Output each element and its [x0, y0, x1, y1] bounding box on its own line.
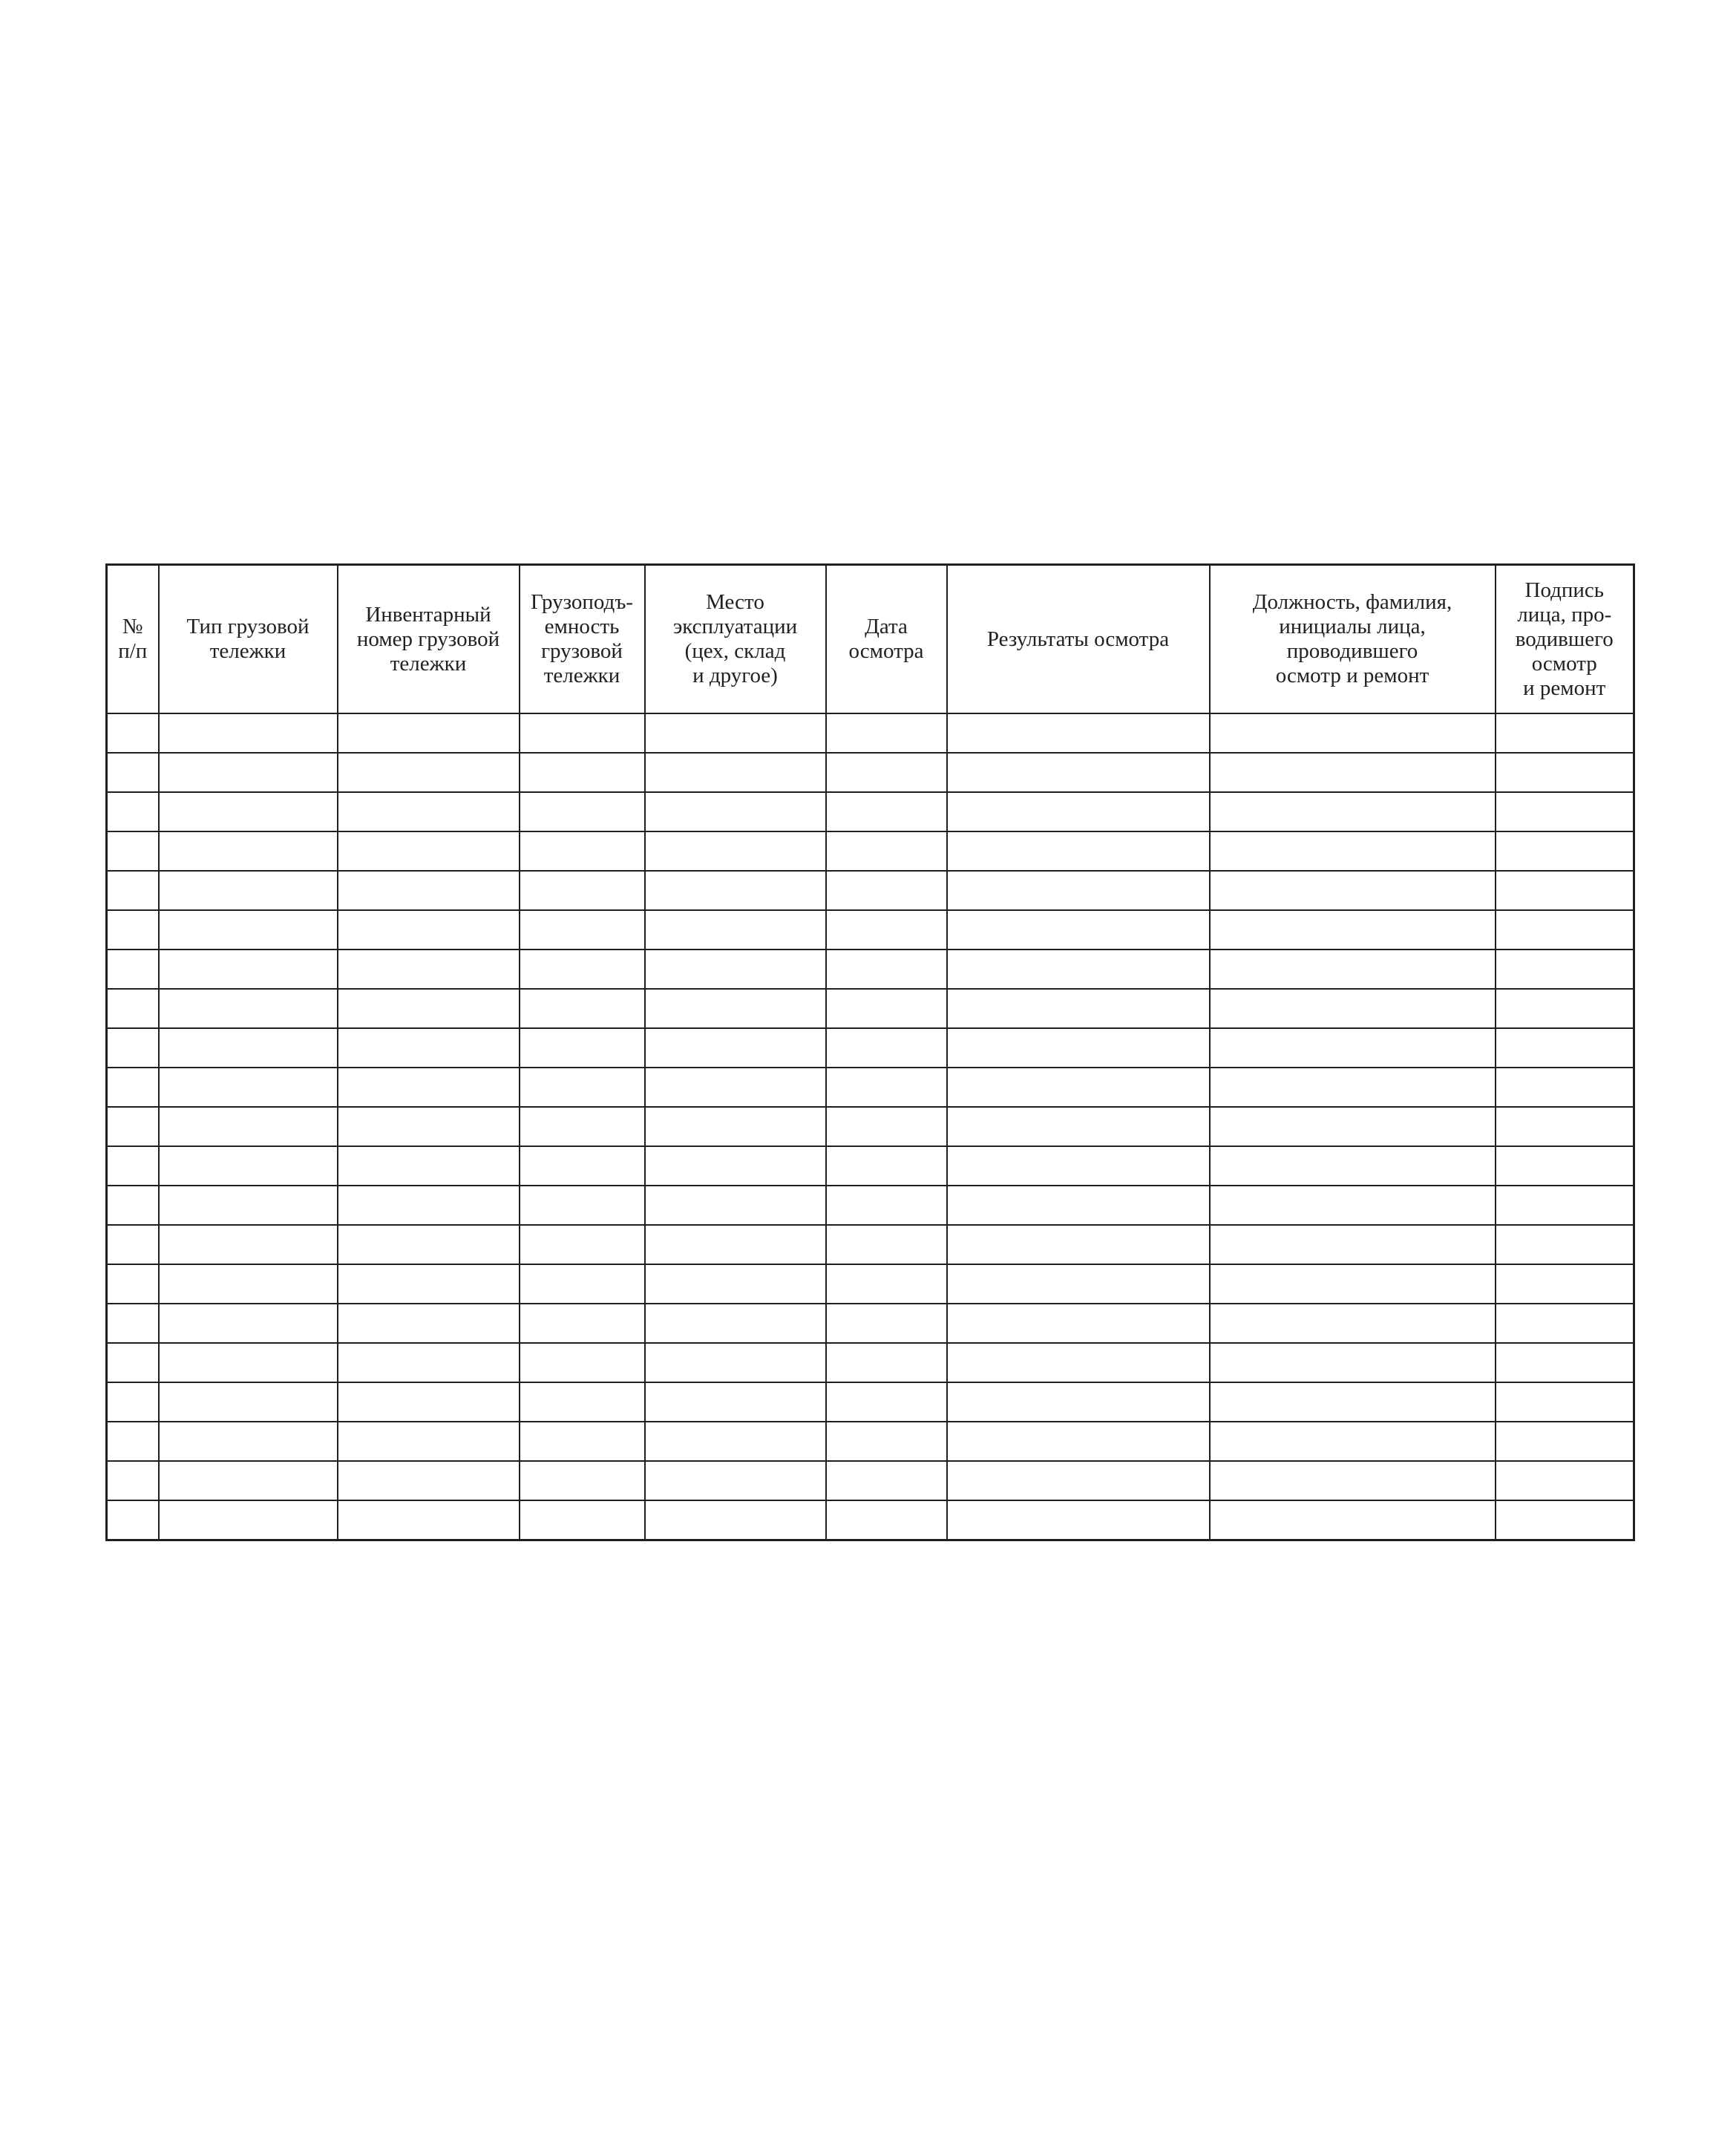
cell-results[interactable]: [947, 1500, 1210, 1540]
table-row: [107, 1225, 1634, 1264]
table-row: [107, 950, 1634, 989]
cell-type[interactable]: [159, 910, 338, 950]
cell-signature[interactable]: [1496, 1304, 1634, 1343]
cell-date[interactable]: [826, 871, 947, 910]
cell-signature[interactable]: [1496, 950, 1634, 989]
cell-date[interactable]: [826, 1304, 947, 1343]
cell-inspector[interactable]: [1210, 1028, 1496, 1068]
cell-signature[interactable]: [1496, 713, 1634, 753]
cell-signature[interactable]: [1496, 1343, 1634, 1382]
cell-inventory[interactable]: [338, 1186, 520, 1225]
cell-capacity[interactable]: [520, 713, 645, 753]
cell-inventory[interactable]: [338, 1500, 520, 1540]
cell-results[interactable]: [947, 713, 1210, 753]
cell-signature[interactable]: [1496, 1225, 1634, 1264]
cell-date[interactable]: [826, 1107, 947, 1146]
header-inspection-results: Результаты осмотра: [947, 565, 1210, 714]
cell-location[interactable]: [645, 1186, 826, 1225]
cell-location[interactable]: [645, 871, 826, 910]
cell-num[interactable]: [107, 1422, 159, 1461]
cell-signature[interactable]: [1496, 1028, 1634, 1068]
cell-inspector[interactable]: [1210, 1186, 1496, 1225]
cell-capacity[interactable]: [520, 1461, 645, 1500]
cell-location[interactable]: [645, 1264, 826, 1304]
cell-date[interactable]: [826, 1264, 947, 1304]
cell-inventory[interactable]: [338, 1304, 520, 1343]
cell-location[interactable]: [645, 753, 826, 792]
cell-capacity[interactable]: [520, 1500, 645, 1540]
cell-type[interactable]: [159, 1382, 338, 1422]
cell-type[interactable]: [159, 1225, 338, 1264]
table-row: [107, 989, 1634, 1028]
cell-date[interactable]: [826, 792, 947, 831]
table-row: [107, 1461, 1634, 1500]
cell-results[interactable]: [947, 1422, 1210, 1461]
cell-inspector[interactable]: [1210, 1304, 1496, 1343]
table-row: [107, 1028, 1634, 1068]
cell-inspector[interactable]: [1210, 1382, 1496, 1422]
cell-date[interactable]: [826, 1068, 947, 1107]
cell-capacity[interactable]: [520, 1225, 645, 1264]
cell-num[interactable]: [107, 1225, 159, 1264]
cell-inspector[interactable]: [1210, 1343, 1496, 1382]
cell-capacity[interactable]: [520, 1422, 645, 1461]
cell-capacity[interactable]: [520, 753, 645, 792]
cell-location[interactable]: [645, 910, 826, 950]
cell-capacity[interactable]: [520, 831, 645, 871]
cell-inventory[interactable]: [338, 1382, 520, 1422]
cell-location[interactable]: [645, 1461, 826, 1500]
cell-inspector[interactable]: [1210, 753, 1496, 792]
cell-capacity[interactable]: [520, 1382, 645, 1422]
cell-inspector[interactable]: [1210, 1264, 1496, 1304]
cell-inventory[interactable]: [338, 871, 520, 910]
cell-inventory[interactable]: [338, 989, 520, 1028]
inspection-log-table: [105, 563, 1635, 1541]
table-row: [107, 1382, 1634, 1422]
cell-num[interactable]: [107, 1264, 159, 1304]
cell-results[interactable]: [947, 1343, 1210, 1382]
cell-results[interactable]: [947, 792, 1210, 831]
cell-num[interactable]: [107, 871, 159, 910]
cell-location[interactable]: [645, 831, 826, 871]
cell-results[interactable]: [947, 950, 1210, 989]
cell-location[interactable]: [645, 1304, 826, 1343]
cell-location[interactable]: [645, 1422, 826, 1461]
cell-results[interactable]: [947, 1225, 1210, 1264]
cell-num[interactable]: [107, 1068, 159, 1107]
cell-inventory[interactable]: [338, 1068, 520, 1107]
cell-type[interactable]: [159, 950, 338, 989]
cell-results[interactable]: [947, 753, 1210, 792]
table-row: [107, 1068, 1634, 1107]
cell-results[interactable]: [947, 910, 1210, 950]
cell-num[interactable]: [107, 1028, 159, 1068]
header-number: № п/п: [107, 565, 159, 714]
header-inventory-number: Инвентарный номер грузовой тележки: [338, 565, 520, 714]
cell-inventory[interactable]: [338, 1225, 520, 1264]
cell-num[interactable]: [107, 1500, 159, 1540]
cell-capacity[interactable]: [520, 1107, 645, 1146]
cell-num[interactable]: [107, 1146, 159, 1186]
cell-inspector[interactable]: [1210, 950, 1496, 989]
cell-results[interactable]: [947, 1382, 1210, 1422]
cell-location[interactable]: [645, 1146, 826, 1186]
cell-inventory[interactable]: [338, 1343, 520, 1382]
table-row: [107, 871, 1634, 910]
cell-signature[interactable]: [1496, 871, 1634, 910]
cell-signature[interactable]: [1496, 753, 1634, 792]
cell-type[interactable]: [159, 1068, 338, 1107]
cell-capacity[interactable]: [520, 1343, 645, 1382]
cell-inspector[interactable]: [1210, 831, 1496, 871]
cell-inspector[interactable]: [1210, 871, 1496, 910]
cell-location[interactable]: [645, 1028, 826, 1068]
cell-num[interactable]: [107, 910, 159, 950]
cell-location[interactable]: [645, 950, 826, 989]
cell-inventory[interactable]: [338, 1146, 520, 1186]
cell-type[interactable]: [159, 1264, 338, 1304]
header-operation-location: Место эксплуатации (цех, склад и другое): [645, 565, 826, 714]
table-row: [107, 792, 1634, 831]
cell-inspector[interactable]: [1210, 1107, 1496, 1146]
cell-date[interactable]: [826, 950, 947, 989]
cell-inspector[interactable]: [1210, 1500, 1496, 1540]
cell-results[interactable]: [947, 831, 1210, 871]
cell-capacity[interactable]: [520, 1304, 645, 1343]
cell-inventory[interactable]: [338, 753, 520, 792]
cell-signature[interactable]: [1496, 910, 1634, 950]
cell-date[interactable]: [826, 1186, 947, 1225]
cell-type[interactable]: [159, 1500, 338, 1540]
cell-signature[interactable]: [1496, 1264, 1634, 1304]
cell-results[interactable]: [947, 1461, 1210, 1500]
cell-inspector[interactable]: [1210, 1146, 1496, 1186]
table-row: [107, 1264, 1634, 1304]
cell-num[interactable]: [107, 792, 159, 831]
cell-capacity[interactable]: [520, 871, 645, 910]
cell-results[interactable]: [947, 1068, 1210, 1107]
cell-signature[interactable]: [1496, 1107, 1634, 1146]
table-row: [107, 753, 1634, 792]
cell-inventory[interactable]: [338, 831, 520, 871]
cell-inventory[interactable]: [338, 792, 520, 831]
cell-num[interactable]: [107, 1186, 159, 1225]
cell-location[interactable]: [645, 713, 826, 753]
cell-signature[interactable]: [1496, 1500, 1634, 1540]
cell-type[interactable]: [159, 1461, 338, 1500]
cell-location[interactable]: [645, 792, 826, 831]
cell-signature[interactable]: [1496, 1186, 1634, 1225]
cell-capacity[interactable]: [520, 1264, 645, 1304]
header-load-capacity: Грузоподъ- емность грузовой тележки: [520, 565, 645, 714]
cell-date[interactable]: [826, 753, 947, 792]
cell-type[interactable]: [159, 1304, 338, 1343]
cell-date[interactable]: [826, 1461, 947, 1500]
header-signature: Подпись лица, про- водившего осмотр и ремонт: [1496, 565, 1634, 714]
table-header: [107, 565, 1634, 714]
cell-signature[interactable]: [1496, 1146, 1634, 1186]
cell-num[interactable]: [107, 1107, 159, 1146]
cell-type[interactable]: [159, 989, 338, 1028]
cell-inventory[interactable]: [338, 910, 520, 950]
cell-inspector[interactable]: [1210, 713, 1496, 753]
cell-inspector[interactable]: [1210, 1461, 1496, 1500]
cell-num[interactable]: [107, 989, 159, 1028]
header-inspector-name: Должность, фамилия, инициалы лица, проводившего осмотр и ремонт: [1210, 565, 1496, 714]
table-row: [107, 1186, 1634, 1225]
header-row: [107, 565, 1634, 714]
cell-inventory[interactable]: [338, 1107, 520, 1146]
cell-inspector[interactable]: [1210, 1422, 1496, 1461]
cell-date[interactable]: [826, 1225, 947, 1264]
table-row: [107, 910, 1634, 950]
cell-results[interactable]: [947, 1107, 1210, 1146]
cell-capacity[interactable]: [520, 792, 645, 831]
cell-results[interactable]: [947, 1186, 1210, 1225]
cell-date[interactable]: [826, 1028, 947, 1068]
cell-results[interactable]: [947, 1304, 1210, 1343]
cell-type[interactable]: [159, 1186, 338, 1225]
cell-capacity[interactable]: [520, 1186, 645, 1225]
cell-inventory[interactable]: [338, 1028, 520, 1068]
cell-inspector[interactable]: [1210, 1225, 1496, 1264]
cell-signature[interactable]: [1496, 1382, 1634, 1422]
cell-num[interactable]: [107, 950, 159, 989]
cell-num[interactable]: [107, 1304, 159, 1343]
cell-inspector[interactable]: [1210, 989, 1496, 1028]
cell-type[interactable]: [159, 871, 338, 910]
header-inspection-date: Дата осмотра: [826, 565, 947, 714]
cell-inventory[interactable]: [338, 950, 520, 989]
table-row: [107, 831, 1634, 871]
cell-type[interactable]: [159, 1422, 338, 1461]
cell-num[interactable]: [107, 831, 159, 871]
cell-capacity[interactable]: [520, 989, 645, 1028]
cell-capacity[interactable]: [520, 1068, 645, 1107]
cell-num[interactable]: [107, 1461, 159, 1500]
cell-date[interactable]: [826, 1146, 947, 1186]
cell-location[interactable]: [645, 1068, 826, 1107]
cell-date[interactable]: [826, 713, 947, 753]
cell-type[interactable]: [159, 713, 338, 753]
cell-date[interactable]: [826, 831, 947, 871]
cell-num[interactable]: [107, 713, 159, 753]
cell-location[interactable]: [645, 1225, 826, 1264]
cell-capacity[interactable]: [520, 910, 645, 950]
cell-location[interactable]: [645, 1500, 826, 1540]
cell-inspector[interactable]: [1210, 1068, 1496, 1107]
cell-type[interactable]: [159, 753, 338, 792]
cell-location[interactable]: [645, 1382, 826, 1422]
cell-date[interactable]: [826, 1422, 947, 1461]
cell-inventory[interactable]: [338, 1264, 520, 1304]
table-row: [107, 1500, 1634, 1540]
cell-inspector[interactable]: [1210, 910, 1496, 950]
table-row: [107, 1422, 1634, 1461]
cell-signature[interactable]: [1496, 1422, 1634, 1461]
cell-type[interactable]: [159, 792, 338, 831]
table-row: [107, 713, 1634, 753]
cell-inspector[interactable]: [1210, 792, 1496, 831]
cell-signature[interactable]: [1496, 792, 1634, 831]
cell-results[interactable]: [947, 1264, 1210, 1304]
cell-date[interactable]: [826, 989, 947, 1028]
table-row: [107, 1343, 1634, 1382]
table-row: [107, 1107, 1634, 1146]
cell-results[interactable]: [947, 1028, 1210, 1068]
cell-signature[interactable]: [1496, 989, 1634, 1028]
cell-inventory[interactable]: [338, 1422, 520, 1461]
cell-type[interactable]: [159, 1343, 338, 1382]
cell-location[interactable]: [645, 989, 826, 1028]
cell-type[interactable]: [159, 1107, 338, 1146]
table-row: [107, 1146, 1634, 1186]
cell-results[interactable]: [947, 989, 1210, 1028]
cell-inventory[interactable]: [338, 1461, 520, 1500]
cell-type[interactable]: [159, 1028, 338, 1068]
cell-date[interactable]: [826, 1343, 947, 1382]
cell-num[interactable]: [107, 1382, 159, 1422]
table-body: [107, 713, 1634, 1540]
cell-date[interactable]: [826, 1500, 947, 1540]
cell-results[interactable]: [947, 871, 1210, 910]
cell-type[interactable]: [159, 1146, 338, 1186]
cell-date[interactable]: [826, 910, 947, 950]
cell-location[interactable]: [645, 1107, 826, 1146]
table-row: [107, 1304, 1634, 1343]
header-cart-type: Тип грузовой тележки: [159, 565, 338, 714]
cell-capacity[interactable]: [520, 950, 645, 989]
cell-signature[interactable]: [1496, 831, 1634, 871]
cell-signature[interactable]: [1496, 1068, 1634, 1107]
cell-type[interactable]: [159, 831, 338, 871]
cell-signature[interactable]: [1496, 1461, 1634, 1500]
cell-results[interactable]: [947, 1146, 1210, 1186]
cell-capacity[interactable]: [520, 1028, 645, 1068]
cell-date[interactable]: [826, 1382, 947, 1422]
cell-location[interactable]: [645, 1343, 826, 1382]
cell-inventory[interactable]: [338, 713, 520, 753]
cell-num[interactable]: [107, 753, 159, 792]
cell-num[interactable]: [107, 1343, 159, 1382]
cell-capacity[interactable]: [520, 1146, 645, 1186]
